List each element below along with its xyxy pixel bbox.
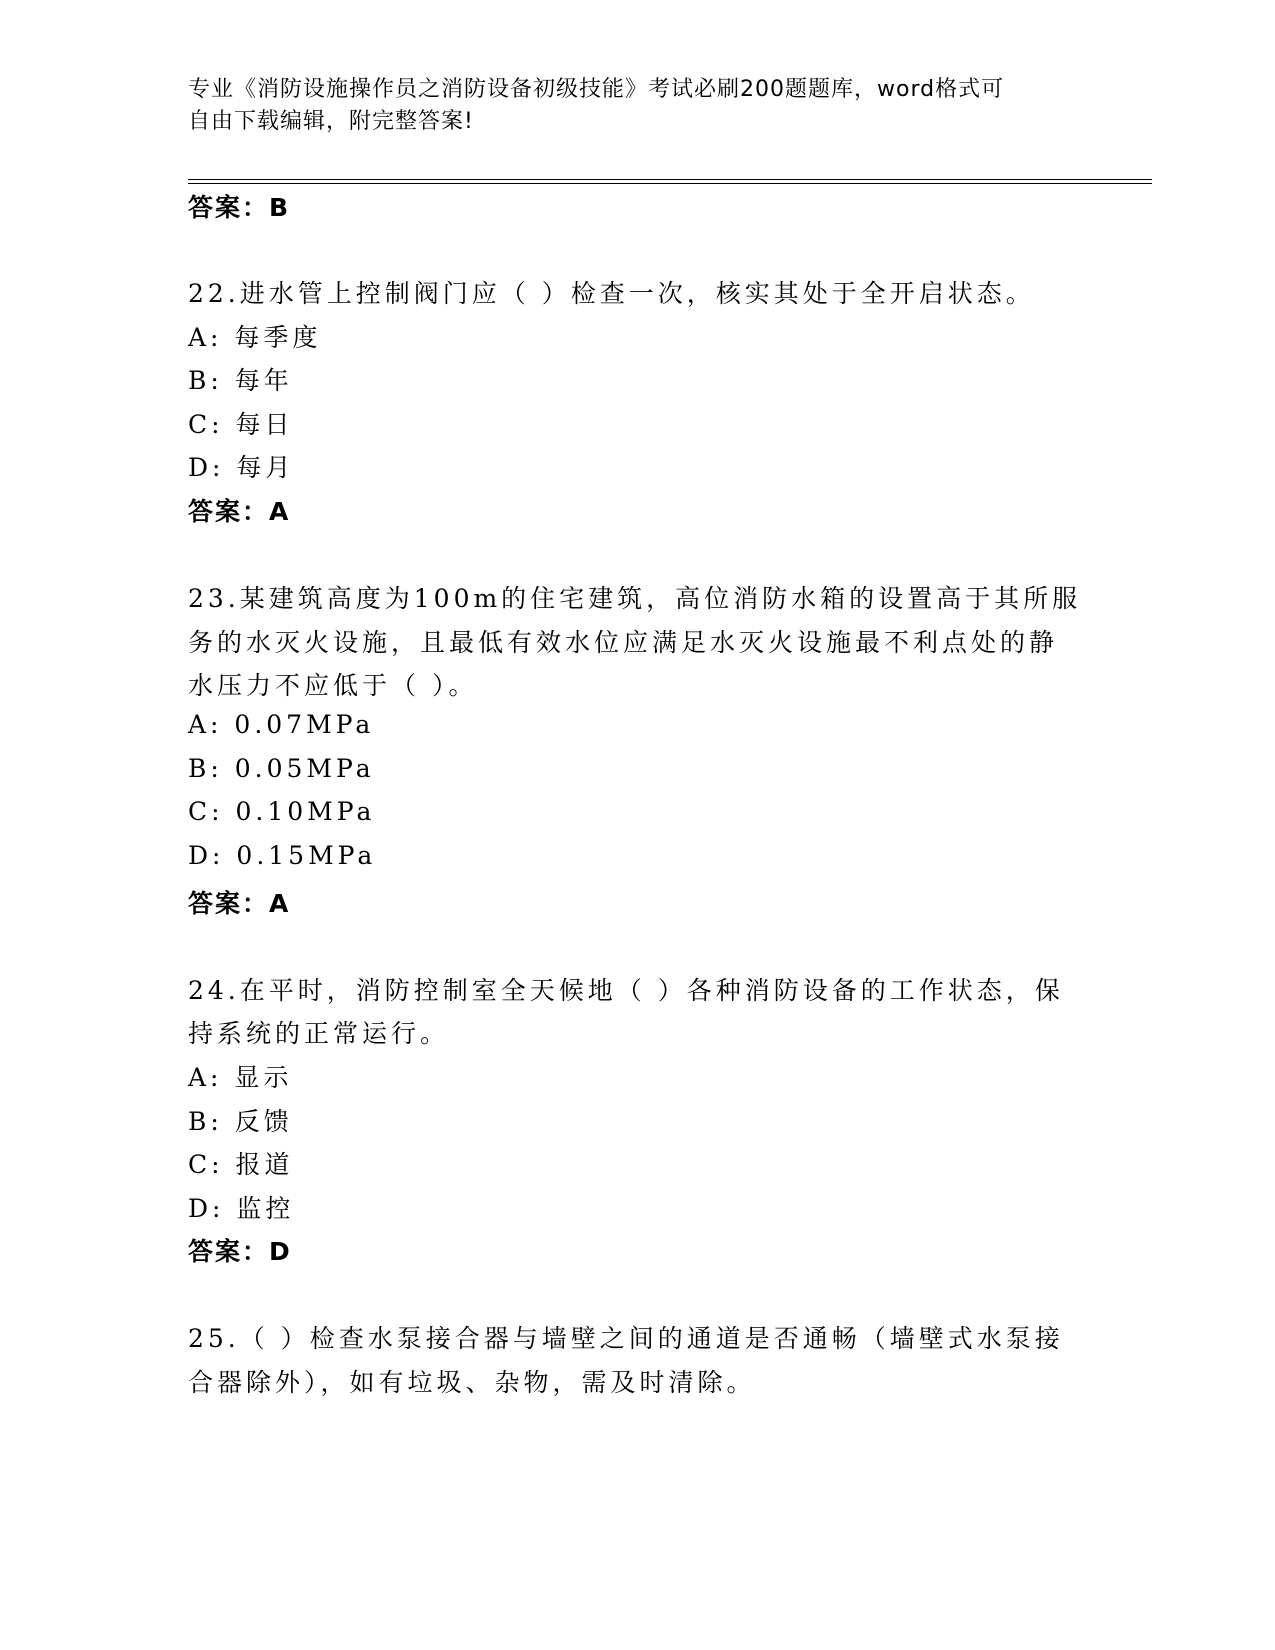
question-24-stem-line-1: 24.在平时，消防控制室全天候地（ ）各种消防设备的工作状态，保 [188,976,1064,1005]
question-24-option-b: B: 反馈 [188,1107,293,1136]
question-23-stem-line-1: 23.某建筑高度为100m的住宅建筑，高位消防水箱的设置高于其所服 [188,584,1082,613]
question-24-option-a: A: 显示 [188,1063,293,1092]
question-24-stem-line-2: 持系统的正常运行。 [188,1019,450,1048]
question-22-option-a: A: 每季度 [188,323,322,352]
document-header [188,74,1068,138]
question-23-stem-line-3: 水压力不应低于（ ）。 [188,671,478,700]
question-23-option-c: C: 0.10MPa [188,797,376,826]
previous-answer: 答案：B [188,193,291,222]
question-25-stem-line-2: 合器除外），如有垃圾、杂物，需及时清除。 [188,1368,756,1397]
question-22-option-c: C: 每日 [188,410,294,439]
question-24-option-d: D: 监控 [188,1194,295,1223]
question-23-option-b: B: 0.05MPa [188,754,375,783]
question-23-answer: 答案：A [188,889,291,918]
header-rule-top [188,179,1152,180]
header-line-2: 自由下载编辑，附完整答案! [188,109,474,134]
question-22-option-d: D: 每月 [188,453,295,482]
question-22-option-b: B: 每年 [188,366,293,395]
header-rule-bottom [188,183,1152,184]
question-23-option-a: A: 0.07MPa [188,710,375,739]
question-25-stem-line-1: 25.（ ）检查水泵接合器与墙壁之间的通道是否通畅（墙壁式水泵接 [188,1324,1064,1353]
header-line-1: 专业《消防设施操作员之消防设备初级技能》考试必刷200题题库，word格式可 [188,77,1005,102]
question-23-stem-line-2: 务的水灭火设施，且最低有效水位应满足水灭火设施最不利点处的静 [188,628,1059,657]
question-23-option-d: D: 0.15MPa [188,841,377,870]
question-22-stem-line-1: 22.进水管上控制阀门应（ ）检查一次，核实其处于全开启状态。 [188,279,1035,308]
question-24-answer: 答案：D [188,1237,292,1266]
question-24-option-c: C: 报道 [188,1150,294,1179]
question-22-answer: 答案：A [188,497,291,526]
